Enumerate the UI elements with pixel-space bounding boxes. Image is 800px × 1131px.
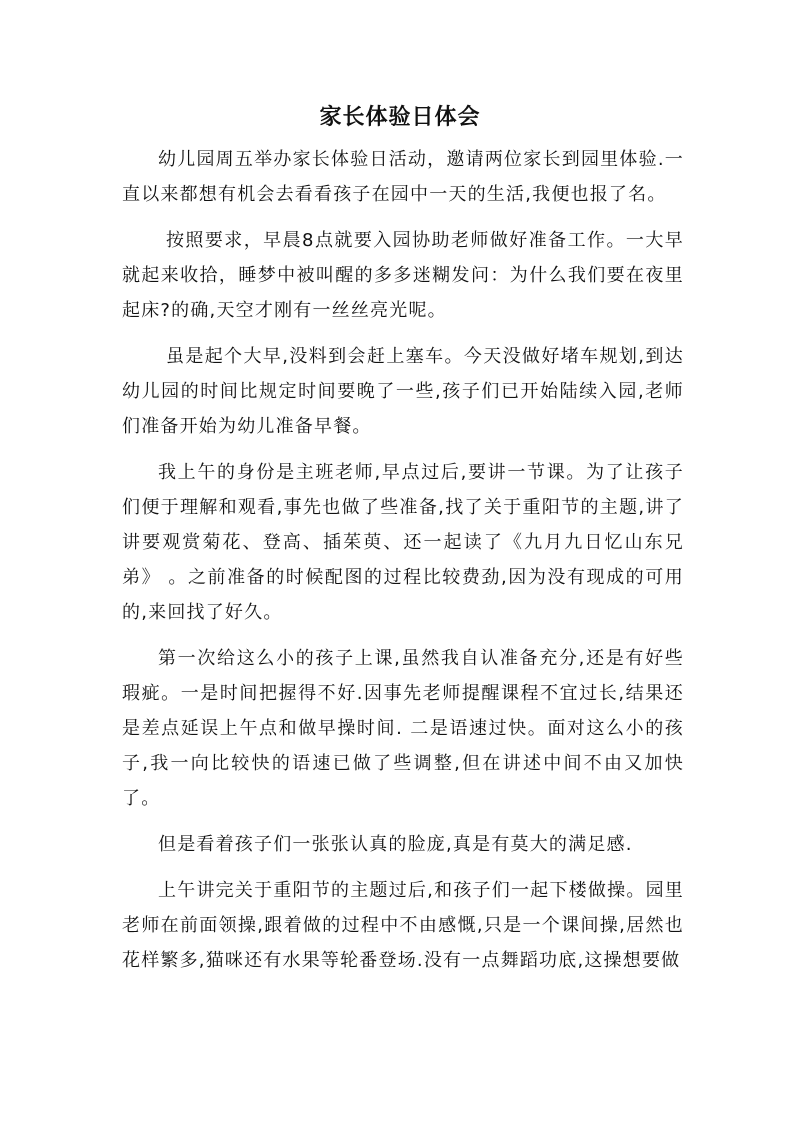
document-body [122, 142, 684, 989]
paragraph-5: 第一次给这么小的孩子上课,虽然我自认准备充分,还是有好些瑕疵。一是时间把握得不好.因事先老师提醒课程不宜过长,结果还是差点延误上午点和做早操时间. 二是语速过快。面对这么小的孩子,我一向比较快的语速已做了些调整,但在讲述中间不由又加快了。 [122, 648, 684, 809]
paragraph-1: 幼儿园周五举办家长体验日活动，邀请两位家长到园里体验.一直以来都想有机会去看看孩子在园中一天的生活,我便也报了名。 [122, 149, 684, 205]
paragraph-7: 上午讲完关于重阳节的主题过后,和孩子们一起下楼做操。园里老师在前面领操,跟着做的过程中不由感慨,只是一个课间操,居然也花样繁多,猫咪还有水果等轮番登场.没有一点舞蹈功底,这操想要做 [122, 880, 684, 971]
paragraph-4: 我上午的身份是主班老师,早点过后,要讲一节课。为了让孩子们便于理解和观看,事先也做了些准备,找了关于重阳节的主题,讲了讲要观赏菊花、登高、插茱萸、还一起读了《九月九日忆山东兄弟》 。之前准备的时候配图的过程比较费劲,因为没有现成的可用的,来回找了好久。 [122, 462, 684, 623]
paragraph-3: 虽是起个大早,没料到会赶上塞车。今天没做好堵车规划,到达幼儿园的时间比规定时间要晚了一些,孩子们已开始陆续入园,老师们准备开始为幼儿准备早餐。 [122, 346, 684, 437]
paragraph-2: 按照要求，早晨8点就要入园协助老师做好准备工作。一大早就起来收拾，睡梦中被叫醒的多多迷糊发问：为什么我们要在夜里起床?的确,天空才刚有一丝丝亮光呢。 [122, 230, 684, 321]
paragraph-6: 但是看着孩子们一张张认真的脸庞,真是有莫大的满足感. [158, 834, 633, 855]
document-title: 家长体验日体会 [319, 105, 481, 130]
